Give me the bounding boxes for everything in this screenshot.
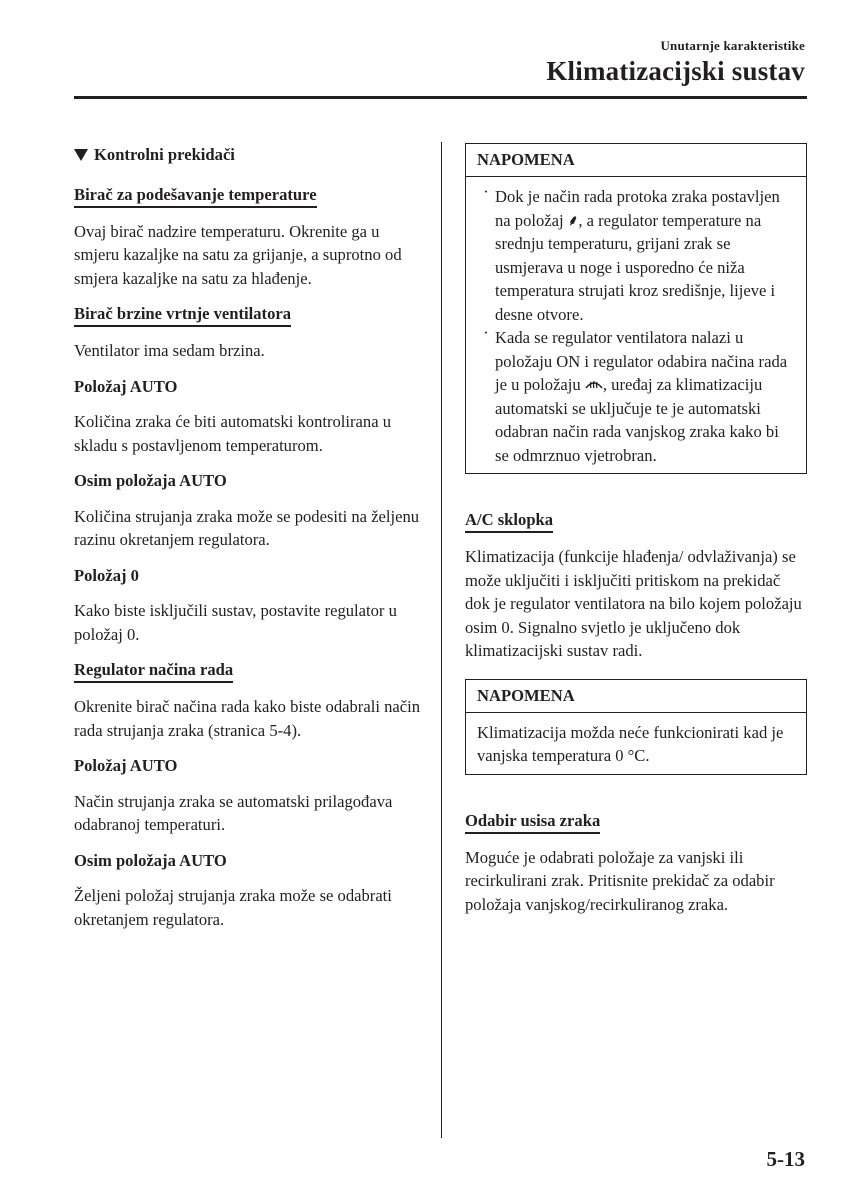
fan-zero-text: Kako biste isključili sustav, postavite regulator u položaj 0. [74, 601, 397, 644]
ac-switch-text: Klimatizacija (funkcije hlađenja/ odvlaživanja) se može uključiti i isključiti pritiskom na prekidač dok je regulator ventilatora na bilo kojem položaju osim 0. Signalno svjetlo je uključeno dok klimatizacijski sustav radi. [465, 547, 802, 660]
mode-auto-text: Način strujanja zraka se automatski prilagođava odabranoj temperaturi. [74, 791, 393, 834]
bi-level-airflow-icon: ⸙ [567, 212, 579, 229]
fan-selector-text: Ventilator ima sedam brzina. [74, 341, 265, 360]
note-bullet [477, 182, 795, 326]
air-intake-heading: Odabir usisa zraka [465, 811, 600, 834]
note-bullet-text-part: Kada se regulator ventilatora nalazi u položaju ON i regulator odabira načina rada je u položaju [495, 328, 788, 394]
ac-switch-heading: A/C sklopka [465, 510, 553, 533]
header-rule [74, 96, 807, 99]
note-bullet-text-part: , a regulator temperature na srednju temperaturu, grijani zrak se usmjerava u noge i usporedno će niža temperatura strujati kroz središnje, lijeve i desne otvore. [495, 210, 776, 324]
note-body-text: Klimatizacija možda neće funkcionirati kad je vanjska temperatura 0 °C. [477, 722, 784, 765]
note-box [465, 679, 807, 775]
bullet-dot: · [483, 182, 489, 201]
mode-non-auto-heading: Osim položaja AUTO [74, 850, 227, 870]
mode-non-auto-text: Željeni položaj strujanja zraka može se odabrati okretanjem regulatora. [74, 886, 392, 929]
right-column [465, 143, 807, 928]
left-column [74, 143, 424, 943]
note-bullet-text [495, 185, 795, 326]
temp-selector-heading: Birač za podešavanje temperature [74, 185, 317, 208]
controls-heading-text: Kontrolni prekidači [94, 145, 235, 164]
mode-auto-heading: Položaj AUTO [74, 756, 178, 775]
controls-heading [74, 143, 424, 167]
fan-zero-heading: Položaj 0 [74, 565, 139, 585]
triangle-marker-icon [74, 149, 88, 161]
note-bullet-text-part: , uređaj za klimatizaciju automatski se uključuje te je automatski odabran način rada vanjskog zraka kako bi se odmrznuo vjetrobran. [495, 375, 779, 465]
mode-selector-text: Okrenite birač načina rada kako biste odabrali način rada strujanja zraka (stranica 5-4). [74, 697, 421, 740]
fan-auto-text: Količina zraka će biti automatski kontrolirana u skladu s postavljenom temperaturom. [74, 412, 392, 455]
air-intake-text: Moguće je odabrati položaje za vanjski ili recirkulirani zrak. Pritisnite prekidač za odabir položaja vanjskog/recirkuliranog zraka. [465, 847, 775, 914]
note-title: NAPOMENA [466, 144, 806, 177]
note-bullet [477, 323, 795, 467]
section-label: Unutarnje karakteristike [660, 38, 805, 53]
note-body [466, 177, 806, 473]
bullet-dot: · [483, 323, 489, 342]
column-divider [441, 142, 442, 1138]
note-bullet-text [495, 326, 795, 467]
note-title: NAPOMENA [466, 680, 806, 713]
page-number: 5-13 [766, 1147, 805, 1171]
fan-auto-heading: Položaj AUTO [74, 376, 178, 396]
fan-selector-heading: Birač brzine vrtnje ventilatora [74, 304, 291, 327]
mode-selector-heading: Regulator načina rada [74, 660, 233, 683]
page-title: Klimatizacijski sustav [546, 56, 805, 86]
note-box [465, 143, 807, 474]
windshield-defroster-icon [585, 376, 603, 392]
fan-non-auto-text: Količina strujanja zraka može se podesiti na željenu razinu okretanjem regulatora. [74, 506, 420, 549]
fan-non-auto-heading: Osim položaja AUTO [74, 471, 227, 490]
temp-selector-text: Ovaj birač nadzire temperaturu. Okrenite ga u smjeru kazaljke na satu za grijanje, a suprotno od smjera kazaljke na satu za hlađenje. [74, 221, 402, 288]
note-bullet-text-part: Dok je način rada protoka zraka postavljen na položaj [495, 187, 780, 230]
